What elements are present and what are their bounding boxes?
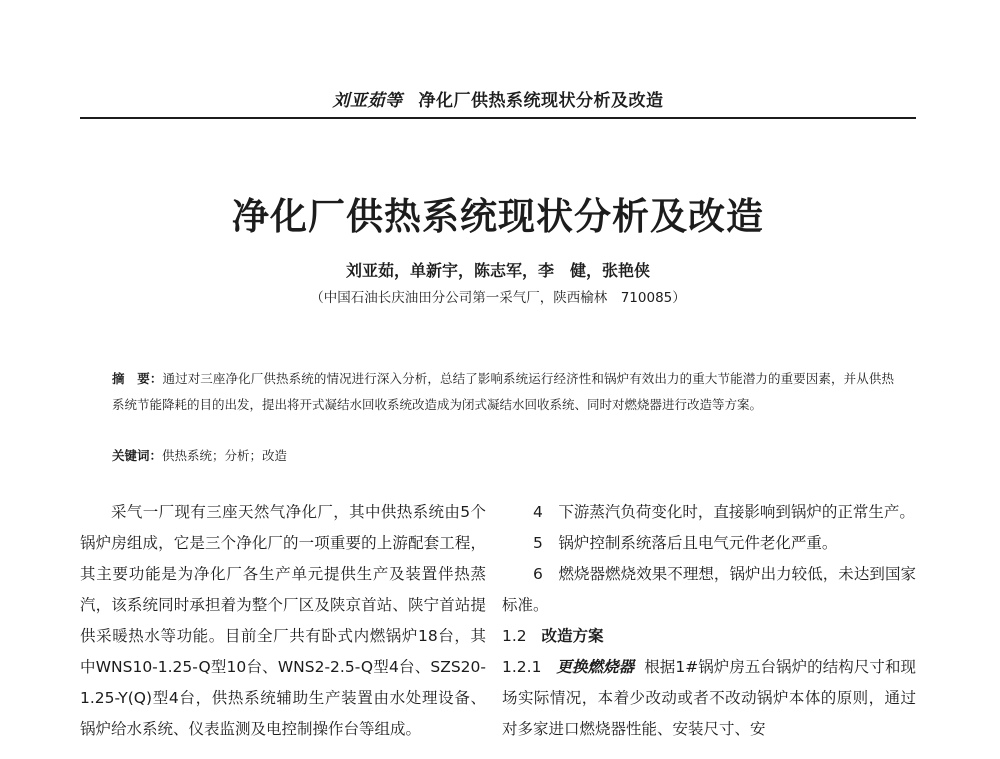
subsection-number: 1.2.1 — [502, 658, 542, 676]
body-paragraph: 采气一厂现有三座天然气净化厂，其中供热系统由5个锅炉房组成，它是三个净化厂的一项重要的上游配套工程，其主要功能是为净化厂各生产单元提供生产及装置伴热蒸汽，该系统同时承担着为整个厂区及陕京首站、陕宁首站提供采暖热水等功能。目前全厂共有卧式内燃锅炉18台，其中WNS10-1.25-Q型10台、WNS2-2.5-Q型4台、SZS20-1.25-Y(Q)型4台，供热系统辅助生产装置由水处理设备、锅炉给水系统、仪表监测及电控制操作台等组成。 — [80, 503, 486, 738]
paper-title: 净化厂供热系统现状分析及改造 — [232, 195, 764, 238]
running-header-title: 净化厂供热系统现状分析及改造 — [418, 91, 664, 111]
running-header — [80, 86, 916, 111]
abstract — [112, 366, 894, 418]
body-column-left — [80, 497, 486, 745]
list-item: 6 燃烧器燃烧效果不理想，锅炉出力较低，未达到国家标准。 — [502, 565, 916, 614]
abstract-text: 通过对三座净化厂供热系统的情况进行深入分析，总结了影响系统运行经济性和锅炉有效出力的重大节能潜力的重要因素，并从供热系统节能降耗的目的出发，提出将开式凝结水回收系统改造成为闭式凝结水回收系统、同时对燃烧器进行改造等方案。 — [112, 371, 894, 412]
keywords — [112, 443, 894, 469]
keywords-label: 关键词： — [112, 448, 163, 463]
running-header-authors: 刘亚茹等 — [332, 91, 403, 111]
abstract-label: 摘 要： — [112, 371, 163, 386]
list-item: 5 锅炉控制系统落后且电气元件老化严重。 — [533, 534, 838, 552]
body-column-right — [502, 497, 916, 745]
subsection-title: 更换燃烧器 — [556, 658, 635, 676]
subsection-paragraph — [502, 652, 916, 745]
subsection-text: 根据1#锅炉房五台锅炉的结构尺寸和现场实际情况，本着少改动或者不改动锅炉本体的原则，通过对多家进口燃烧器性能、安装尺寸、安 — [502, 658, 916, 738]
keywords-text: 供热系统；分析；改造 — [162, 448, 288, 463]
section-heading — [502, 621, 916, 652]
author-affiliation: （中国石油长庆油田分公司第一采气厂，陕西榆林 710085） — [310, 290, 686, 306]
section-title: 改造方案 — [541, 627, 604, 645]
section-number: 1.2 — [502, 627, 527, 645]
list-item: 4 下游蒸汽负荷变化时，直接影响到锅炉的正常生产。 — [533, 503, 915, 521]
author-byline: 刘亚茹，单新宇，陈志军，李 健，张艳侠 — [345, 261, 650, 280]
header-rule — [80, 117, 916, 119]
